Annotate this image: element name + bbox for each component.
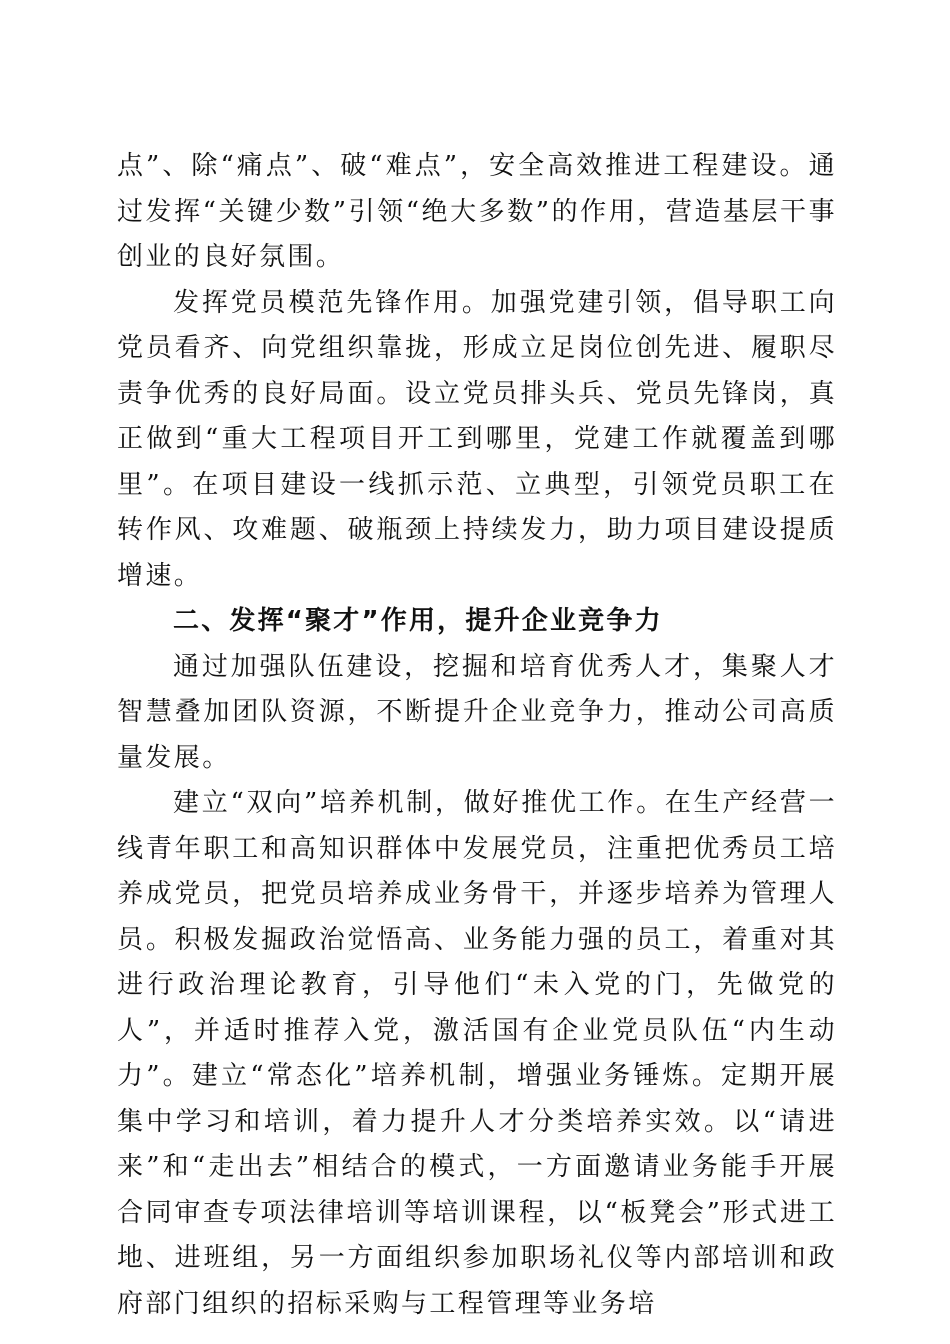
paragraph-section-intro: 通过加强队伍建设，挖掘和培育优秀人才，集聚人才智慧叠加团队资源，不断提升企业竞争力，推动公司高质量发展。 [117, 651, 837, 773]
document-body [117, 144, 837, 1327]
paragraph-party-member-role: 发挥党员模范先锋作用。加强党建引领，倡导职工向党员看齐、向党组织靠拢，形成立足岗位创先进、履职尽责争优秀的良好局面。设立党员排头兵、党员先锋岗，真正做到“重大工程项目开工到哪里，党建工作就覆盖到哪里”。在项目建设一线抓示范、立典型，引领党员职工在转作风、攻难题、破瓶颈上持续发力，助力项目建设提质增速。 [117, 287, 837, 591]
paragraph-training-mechanism: 建立“双向”培养机制，做好推优工作。在生产经营一线青年职工和高知识群体中发展党员，注重把优秀员工培养成党员，把党员培养成业务骨干，并逐步培养为管理人员。积极发掘政治觉悟高、业务能力强的员工，着重对其进行政治理论教育，引导他们“未入党的门，先做党的人”，并适时推荐入党，激活国有企业党员队伍“内生动力”。建立“常态化”培养机制，增强业务锤炼。定期开展集中学习和培训，着力提升人才分类培养实效。以“请进来”和“走出去”相结合的模式，一方面邀请业务能手开展合同审查专项法律培训等培训课程，以“板凳会”形式进工地、进班组，另一方面组织参加职场礼仪等内部培训和政府部门组织的招标采购与工程管理等业务培 [117, 788, 837, 1319]
paragraph-continuation: 点”、除“痛点”、破“难点”，安全高效推进工程建设。通过发挥“关键少数”引领“绝大多数”的作用，营造基层干事创业的良好氛围。 [117, 151, 837, 272]
section-heading-2: 二、发挥“聚才”作用，提升企业竞争力 [173, 606, 663, 636]
